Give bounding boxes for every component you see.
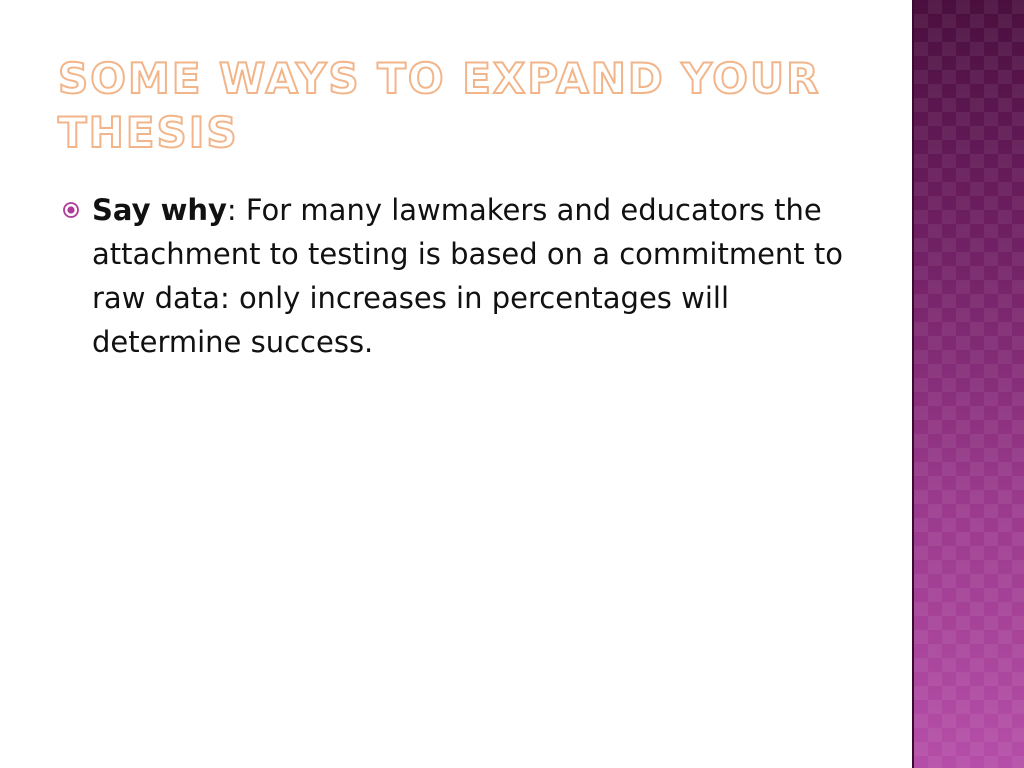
slide-title: SOME WAYS TO EXPAND YOUR THESIS <box>58 54 821 157</box>
bullet-item <box>62 188 852 364</box>
bullet-lead: Say why <box>92 193 227 227</box>
decorative-side-band <box>912 0 1024 768</box>
diamond-pattern <box>914 0 1024 768</box>
slide-body <box>62 188 852 364</box>
radio-bullet-icon <box>62 201 80 219</box>
bullet-text: : For many lawmakers and educators the attachment to testing is based on a commitment to raw data: only increases in percentages will determine success. <box>92 193 844 359</box>
